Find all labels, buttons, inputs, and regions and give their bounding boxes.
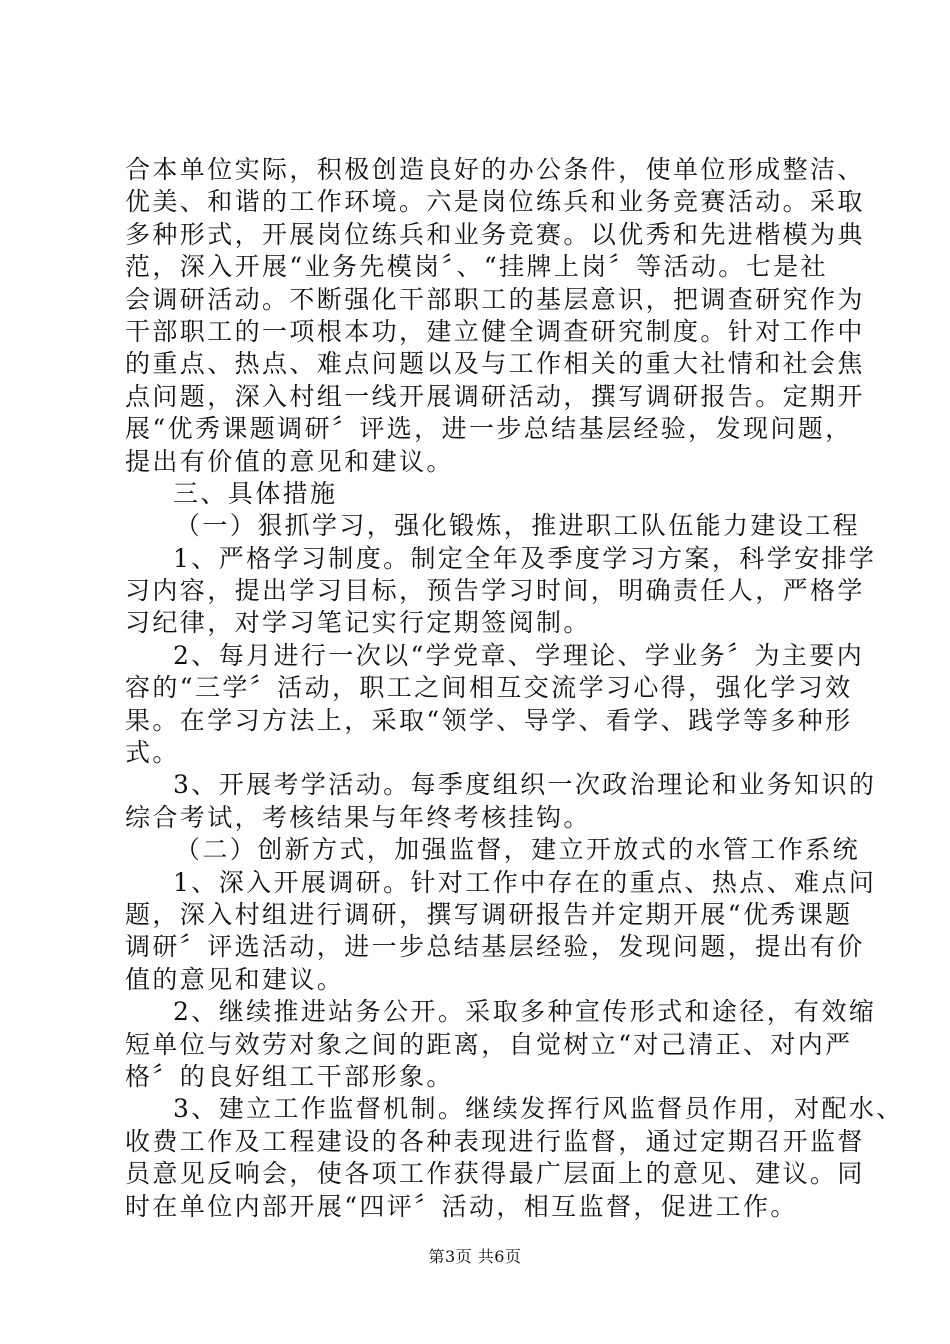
text-line: 的重点、热点、难点问题以及与工作相关的重大社情和社会焦	[125, 349, 865, 379]
text-line: 3、建立工作监督机制。继续发挥行风监督员作用，对配水、	[173, 1094, 904, 1124]
text-line: 2、继续推进站务公开。采取多种宣传形式和途径，有效缩	[173, 997, 877, 1027]
section-heading: 三、具体措施	[173, 478, 338, 508]
text-line: 会调研活动。不断强化干部职工的基层意识，把调查研究作为	[125, 284, 865, 314]
text-line: 范，深入开展“业务先模岗〞、“挂牌上岗〞等活动。七是社	[125, 252, 828, 282]
text-line: 短单位与效劳对象之间的距离，自觉树立“对己清正、对内严	[125, 1029, 853, 1059]
text-line: 式。	[125, 738, 180, 768]
text-line: 容的“三学〞活动，职工之间相互交流学习心得，强化学习效	[125, 673, 853, 703]
text-line: 点问题，深入村组一线开展调研活动，撰写调研报告。定期开	[125, 381, 865, 411]
text-line: 习内容，提出学习目标，预告学习时间，明确责任人，严格学	[125, 576, 865, 606]
text-line: 多种形式，开展岗位练兵和业务竞赛。以优秀和先进楷模为典	[125, 219, 865, 249]
text-line: 2、每月进行一次以“学党章、学理论、学业务〞为主要内	[173, 640, 865, 670]
text-line: 展“优秀课题调研〞评选，进一步总结基层经验，发现问题，	[125, 414, 853, 444]
text-line: 3、开展考学活动。每季度组织一次政治理论和业务知识的	[173, 770, 877, 800]
text-line: 习纪律，对学习笔记实行定期签阅制。	[125, 608, 591, 638]
text-line: 调研〞评选活动，进一步总结基层经验，发现问题，提出有价	[125, 932, 865, 962]
text-line: 优美、和谐的工作环境。六是岗位练兵和业务竞赛活动。采取	[125, 187, 865, 217]
subsection-heading: （二）创新方式，加强监督，建立开放式的水管工作系统	[175, 835, 861, 865]
text-line: 提出有价值的意见和建议。	[125, 446, 454, 476]
document-body	[125, 154, 904, 1223]
text-line: 干部职工的一项根本功，建立健全调查研究制度。针对工作中	[125, 316, 865, 346]
text-line: 果。在学习方法上，采取“领学、导学、看学、践学等多种形	[125, 705, 853, 735]
text-line: 收费工作及工程建设的各种表现进行监督，通过定期召开监督	[125, 1126, 865, 1156]
text-line: 时在单位内部开展“四评〞活动，相互监督，促进工作。	[125, 1191, 798, 1221]
page-number-footer: 第3页 共6页	[428, 1247, 522, 1266]
text-line: 题，深入村组进行调研，撰写调研报告并定期开展“优秀课题	[125, 899, 853, 929]
text-line: 1、深入开展调研。针对工作中存在的重点、热点、难点问	[173, 867, 877, 897]
text-line: 1、严格学习制度。制定全年及季度学习方案，科学安排学	[173, 543, 877, 573]
text-line: 员意见反响会，使各项工作获得最广层面上的意见、建议。同	[125, 1159, 865, 1189]
text-line: 格〞的良好组工干部形象。	[125, 1061, 454, 1091]
subsection-heading: （一）狠抓学习，强化锻炼，推进职工队伍能力建设工程	[175, 511, 861, 541]
text-line: 合本单位实际，积极创造良好的办公条件，使单位形成整洁、	[125, 155, 865, 184]
text-line: 值的意见和建议。	[125, 964, 345, 994]
text-line: 综合考试，考核结果与年终考核挂钩。	[125, 802, 591, 832]
